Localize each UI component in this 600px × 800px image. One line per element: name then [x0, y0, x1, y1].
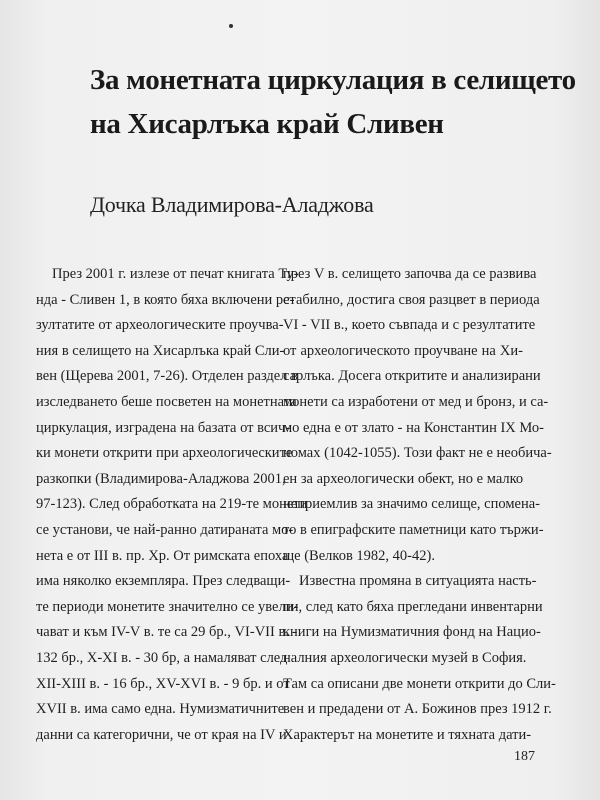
- author-name: Дочка Владимирова-Аладжова: [90, 192, 374, 217]
- top-mark: [229, 24, 233, 28]
- text-line: Известна промяна в ситуацията насть-: [299, 573, 537, 590]
- text-line: вен и предадени от А. Божинов през 1912 г.: [283, 701, 552, 718]
- text-line: мо една е от злато - на Константин IX Мо-: [283, 419, 545, 436]
- left-column: [36, 262, 308, 748]
- page-number: 187: [514, 749, 535, 764]
- text-line: има няколко екземпляра. През следващи-: [36, 573, 291, 590]
- right-column: [283, 262, 556, 748]
- article-title: [90, 58, 576, 146]
- text-line: ки монети открити при археологичeските: [36, 445, 293, 462]
- text-line: налния археологически музей в София.: [283, 649, 527, 666]
- text-line: вен (Щерева 2001, 7-26). Отделен раздел в: [36, 368, 298, 385]
- text-line: 132 бр., X-XI в. - 30 бр, а намаляват след: [36, 649, 288, 666]
- text-line: XVII в. има само една. Нумизматичните: [36, 701, 285, 718]
- text-line: сарлъка. Досега откритите и анализирани: [283, 368, 541, 385]
- text-line: зултатите от археологическите проучва-: [36, 317, 284, 334]
- title-line: на Хисарлъка край Сливен: [90, 108, 444, 140]
- text-line: изследването беше посветен на монетната: [36, 393, 297, 410]
- text-line: нда - Сливен 1, в която бяха включени ре-: [36, 291, 295, 308]
- text-line: чават и към IV-V в. те са 29 бр., VI-VII в. -: [36, 624, 298, 641]
- text-line: Характерът на монетите и тяхната дати-: [283, 726, 532, 743]
- text-line: ен за археологически обект, но е малко: [283, 470, 524, 487]
- text-line: от археологическото проучване на Хи-: [283, 342, 523, 359]
- text-line: пи, след като бяха прегледани инвентарни: [283, 598, 543, 615]
- text-line: циркулация, изградена на базата от всич-: [36, 419, 291, 436]
- text-line: монети са изработени от мед и бронз, и са-: [283, 393, 549, 410]
- text-line: XII-XIII в. - 16 бр., XV-XVI в. - 9 бр. и от: [36, 675, 290, 692]
- text-line: те периоди монетите значително се увели-: [36, 598, 299, 615]
- text-line: книги на Нумизматичния фонд на Нацио-: [283, 624, 541, 641]
- text-line: През 2001 г. излезе от печат книгата Ту-: [52, 266, 299, 282]
- text-line: ще (Велков 1982, 40-42).: [283, 547, 435, 564]
- text-line: 97-123). След обработката на 219-те монети: [36, 496, 308, 513]
- text-line: се установи, че най-ранно датираната мо-: [36, 521, 294, 538]
- text-line: ния в селището на Хисарлъка край Сли-: [36, 342, 285, 359]
- text-line: номах (1042-1055). Този факт не е необича-: [283, 445, 552, 462]
- text-line: то в епиграфските паметници като тържи-: [283, 521, 544, 538]
- text-line: разкопки (Владимирова-Аладжова 2001,: [36, 470, 286, 487]
- text-line: данни са категорични, че от края на IV и: [36, 726, 287, 743]
- text-line: стабилно, достига своя разцвет в периода: [283, 291, 540, 308]
- text-line: през V в. селището започва да се развива: [283, 266, 537, 282]
- text-line: нета е от III в. пр. Хр. От римската епоха: [36, 547, 289, 564]
- text-line: неприемлив за значимо селище, споменa-: [283, 496, 540, 513]
- title-line: За монетната циркулация в селището: [90, 64, 576, 96]
- text-line: VI - VII в., което съвпада и с резултатите: [283, 317, 536, 334]
- text-line: Там са описани две монети открити до Сли-: [283, 675, 556, 692]
